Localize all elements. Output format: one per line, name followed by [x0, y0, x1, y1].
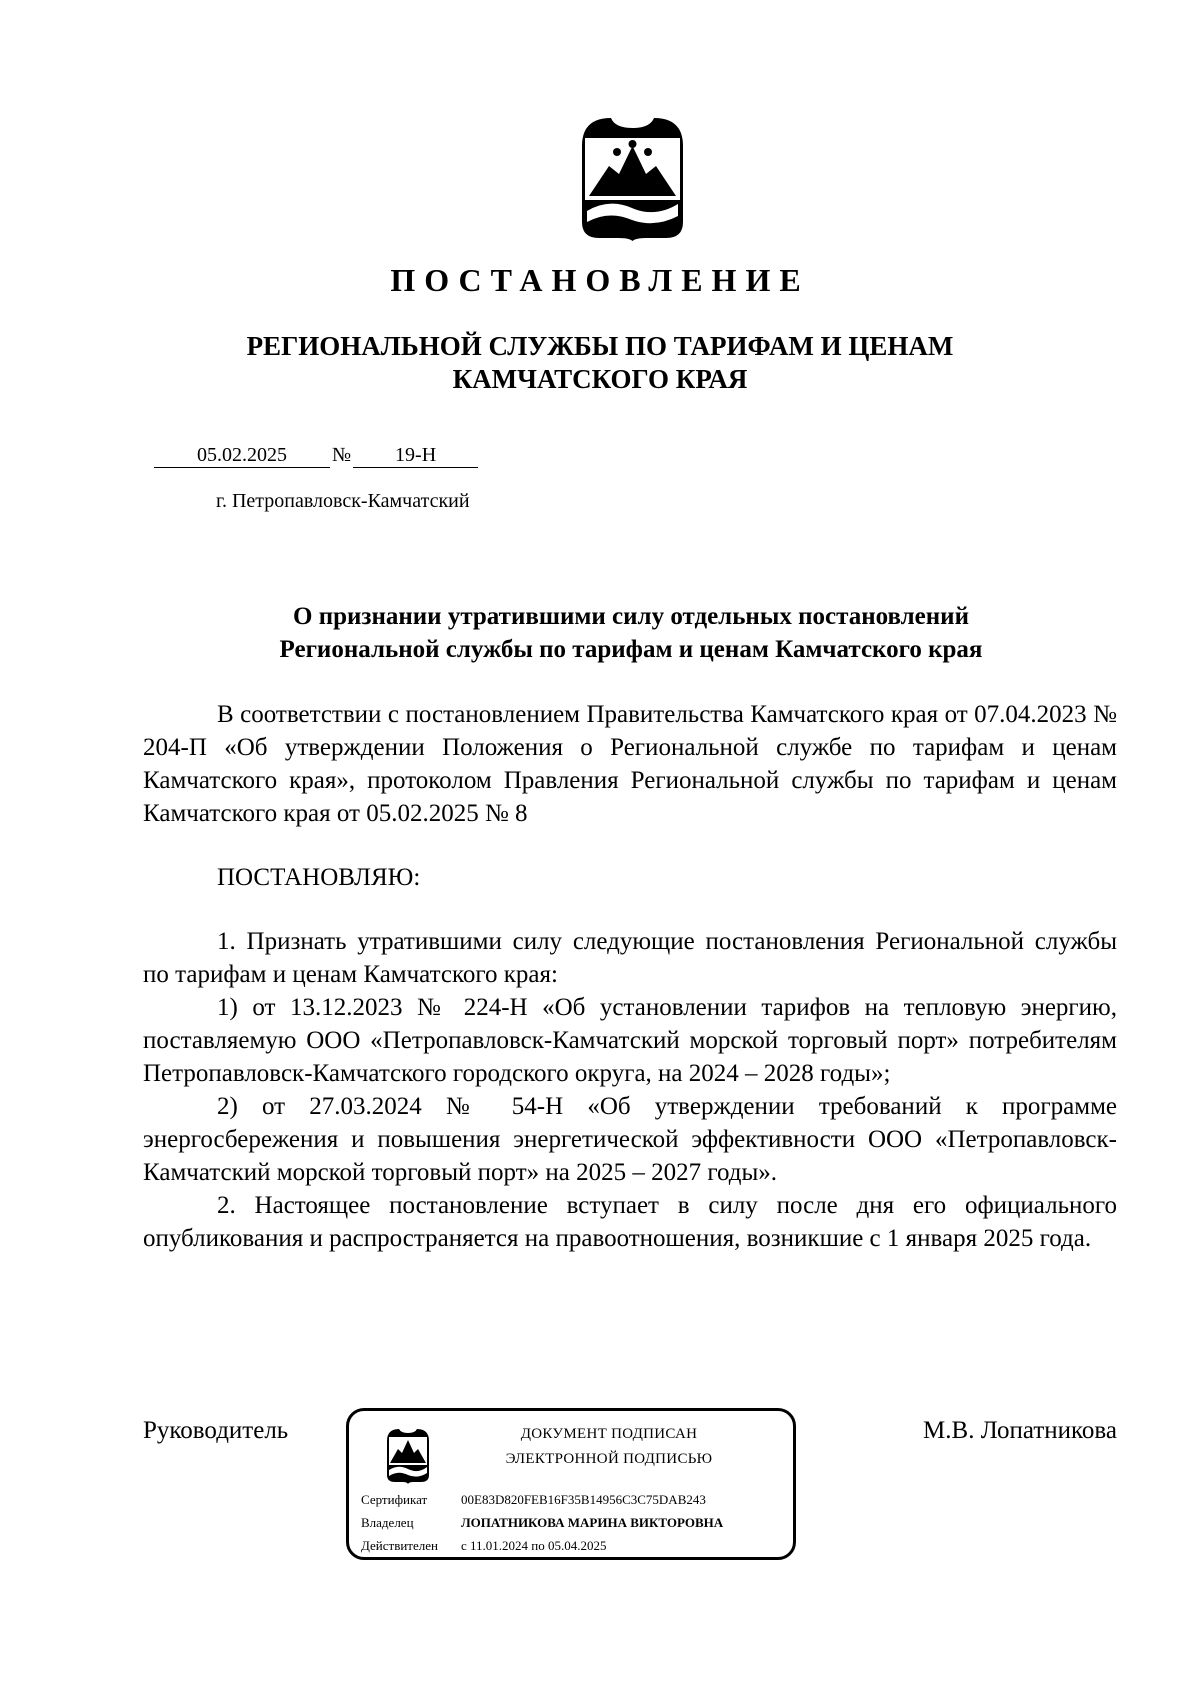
item-1-1: 1) от 13.12.2023 № 224-Н «Об установлении тарифов на тепловую энергию, поставляемую ООО «Петропавловск-Камчатский морской торговый порт» потребителям Петропавловск-Камчатского городского округа, на 2024 – 2028 годы»; — [143, 994, 1117, 1087]
subject-line-1: О признании утратившими силу отдельных постановлений — [293, 603, 969, 630]
stamp-owner-row — [361, 1515, 723, 1531]
document-number: 19-Н — [353, 443, 478, 468]
resolve-block — [143, 861, 1117, 894]
number-sign: № — [332, 444, 352, 466]
signer-position: Руководитель — [143, 1417, 289, 1444]
signer-name: М.В. Лопатникова — [923, 1417, 1117, 1444]
coat-of-arms-icon — [579, 116, 686, 241]
resolve-word: ПОСТАНОВЛЯЮ: — [217, 864, 421, 891]
stamp-coat-of-arms-icon — [385, 1427, 431, 1484]
validity-value: с 11.01.2024 по 05.04.2025 — [461, 1538, 607, 1553]
city: г. Петропавловск-Камчатский — [216, 490, 470, 512]
preamble — [143, 698, 1117, 830]
certificate-label: Сертификат — [361, 1492, 428, 1507]
organization-line-1: РЕГИОНАЛЬНОЙ СЛУЖБЫ ПО ТАРИФАМ И ЦЕНАМ — [246, 331, 954, 361]
subject-line-2: Региональной службы по тарифам и ценам Камчатского края — [279, 636, 983, 663]
date-number-line — [154, 443, 478, 468]
organization-line-2: КАМЧАТСКОГО КРАЯ — [452, 364, 748, 394]
stamp-title-2: ЭЛЕКТРОННОЙ ПОДПИСЬЮ — [505, 1451, 713, 1467]
resolution-items — [143, 925, 1117, 1255]
item-2: 2. Настоящее постановление вступает в силу после дня его официального опубликования и распространяется на правоотношения, возникшие с 1 января 2025 года. — [143, 1192, 1117, 1252]
document-subject — [0, 600, 1200, 666]
item-1: 1. Признать утратившими силу следующие постановления Региональной службы по тарифам и ценам Камчатского края: — [143, 928, 1117, 988]
owner-value: ЛОПАТНИКОВА МАРИНА ВИКТОРОВНА — [461, 1515, 724, 1530]
preamble-paragraph: В соответствии с постановлением Правительства Камчатского края от 07.04.2023 № 204-П «Об утверждении Положения о Региональной службе по тарифам и ценам Камчатского края», протоколом Правления Региональной службы по тарифам и ценам Камчатского края от 05.02.2025 № 8 — [143, 701, 1117, 827]
organization-title — [0, 330, 1200, 396]
stamp-certificate-row — [361, 1492, 706, 1508]
certificate-value: 00E83D820FEB16F35B14956C3C75DAB243 — [461, 1492, 706, 1507]
item-1-2: 2) от 27.03.2024 № 54-Н «Об утверждении требований к программе энергосбережения и повышения энергетической эффективности ООО «Петропавловск-Камчатский морской торговый порт» на 2025 – 2027 годы». — [143, 1093, 1117, 1186]
document-type-title: ПОСТАНОВЛЕНИЕ — [390, 262, 810, 298]
electronic-signature-stamp — [346, 1408, 796, 1560]
validity-label: Действителен — [361, 1538, 438, 1553]
document-date: 05.02.2025 — [154, 443, 330, 468]
stamp-title-1: ДОКУМЕНТ ПОДПИСАН — [520, 1426, 698, 1442]
stamp-validity-row — [361, 1538, 607, 1554]
owner-label: Владелец — [361, 1515, 414, 1530]
